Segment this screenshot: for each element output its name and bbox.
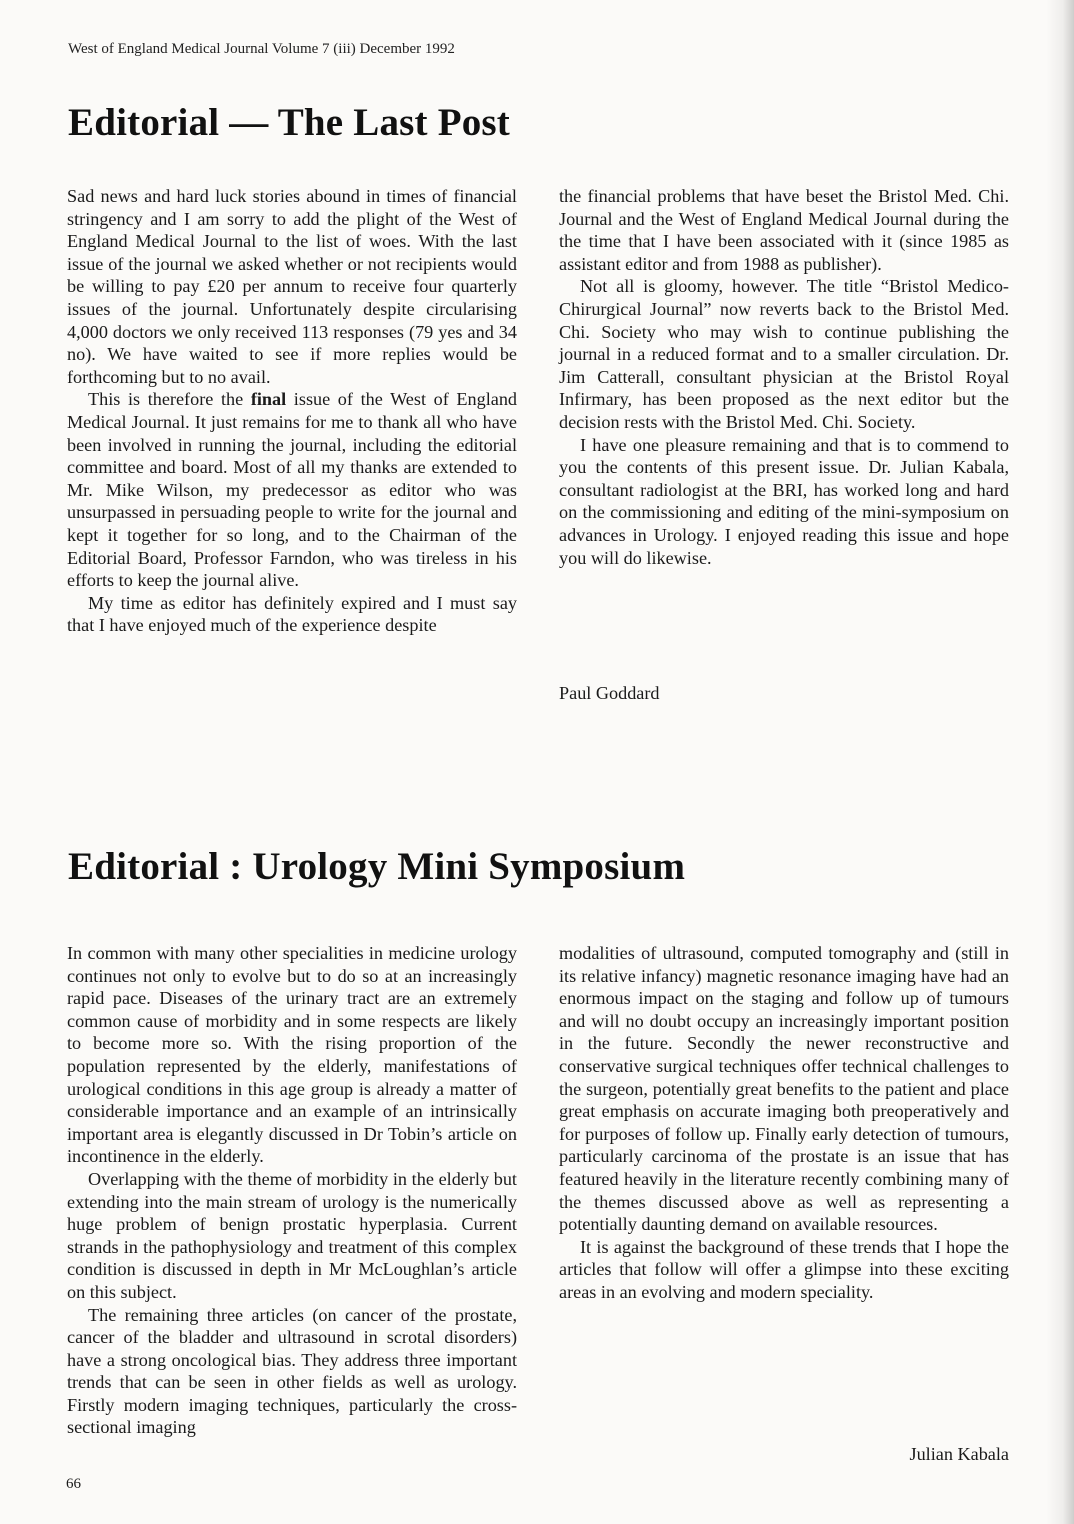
text-run: issue of the West of England Medical Journal. It just remains for me to thank all who have been involved in running the journal, including the editorial committee and board. Most of all my thanks are extended to Mr. Mike Wilson, my predecessor as editor who was unsurpassed in persuading people to write for the journal and kept it together for so long, and to the Chairman of the Editorial Board, Professor Farndon, who was tireless in his efforts to keep the journal alive. (67, 389, 518, 591)
page-edge-shadow (1046, 0, 1074, 1524)
article-title-last-post: Editorial — The Last Post (68, 101, 510, 144)
paragraph: I have one pleasure remaining and that is to commend to you the contents of this present issue. Dr. Julian Kabala, consultant radiologist at the BRI, has worked long and hard on the commissioning and editing of the mini-symposium on advances in Urology. I enjoyed reading this issue and hope you will do likewise. (559, 434, 1009, 568)
paragraph: My time as editor has definitely expired and I must say that I have enjoyed much of the experience despite (67, 592, 517, 636)
paragraph: The remaining three articles (on cancer of the prostate, cancer of the bladder and ultrasound in scrotal disorders) have a strong oncological bias. They address three important trends that can be seen in other fields as well as urology. Firstly modern imaging techniques, particularly the cross-sectional imaging (67, 1304, 517, 1438)
article-2-right-column (559, 942, 1009, 1304)
running-header: West of England Medical Journal Volume 7 (iii) December 1992 (68, 41, 455, 57)
paragraph: In common with many other specialities in medicine urology continues not only to evolve but to do so at an increasingly rapid pace. Diseases of the urinary tract are an extremely common cause of morbidity and in some respects are likely to become more so. With the rising proportion of the population represented by the elderly, manifestations of urological conditions in this age group is already a matter of considerable importance and an example of an intrinsically important area is elegantly discussed in Dr Tobin’s article on incontinence in the elderly. (67, 943, 517, 1167)
paragraph: Not all is gloomy, however. The title “Bristol Medico-Chirurgical Journal” now reverts back to the Bristol Med. Chi. Society who may wish to continue publishing the journal in a reduced format and to a smaller circulation. Dr. Jim Catterall, consultant physician at the Bristol Royal Infirmary, has been proposed as the next editor but the decision rests with the Bristol Med. Chi. Society. (559, 276, 1009, 432)
paragraph: modalities of ultrasound, computed tomography and (still in its relative infancy) magnetic resonance imaging have had an enormous impact on the staging and follow up of tumours and will no doubt occupy an increasingly important position in the future. Secondly the newer reconstructive and conservative surgical techniques offer technical challenges to the surgeon, potentially great benefits to the patient and place great emphasis on accurate imaging both preoperatively and for purposes of follow up. Finally early detection of tumours, particularly carcinoma of the prostate is an issue that has featured heavily in the literature recently combining many of the themes discussed above as well as representing a potentially daunting demand on available resources. (559, 943, 1009, 1235)
paragraph: the financial problems that have beset the Bristol Med. Chi. Journal and the West of England Medical Journal during the the time that I have been associated with it (since 1985 as assistant editor and from 1988 as publisher). (559, 186, 1009, 274)
article-2-left-column (67, 942, 517, 1439)
paragraph: Sad news and hard luck stories abound in times of financial stringency and I am sorry to add the plight of the West of England Medical Journal to the list of woes. With the last issue of the journal we asked whether or not recipients would be willing to pay £20 per annum to receive four quarterly issues of the journal. Unfortunately despite circularising 4,000 doctors we only received 113 responses (79 yes and 34 no). We have waited to see if more replies would be forthcoming but to no avail. (67, 186, 517, 387)
signature-julian-kabala: Julian Kabala (909, 1444, 1009, 1464)
article-1-left-column (67, 185, 517, 637)
article-1-right-column (559, 185, 1009, 569)
signature-paul-goddard: Paul Goddard (559, 683, 660, 703)
paragraph: It is against the background of these trends that I hope the articles that follow will offer a glimpse into these exciting areas in an evolving and modern speciality. (559, 1236, 1009, 1302)
article-title-urology: Editorial : Urology Mini Symposium (68, 845, 686, 888)
text-run: This is therefore the (88, 389, 251, 410)
paragraph: Overlapping with the theme of morbidity in the elderly but extending into the main stream of urology is the numerically huge problem of benign prostatic hyperplasia. Current strands in the pathophysiology and treatment of this complex condition is discussed in depth in Mr McLoughlan’s article on this subject. (67, 1168, 517, 1302)
emphasis-final: final (250, 389, 287, 410)
page-number: 66 (66, 1476, 81, 1492)
paragraph (67, 388, 517, 591)
